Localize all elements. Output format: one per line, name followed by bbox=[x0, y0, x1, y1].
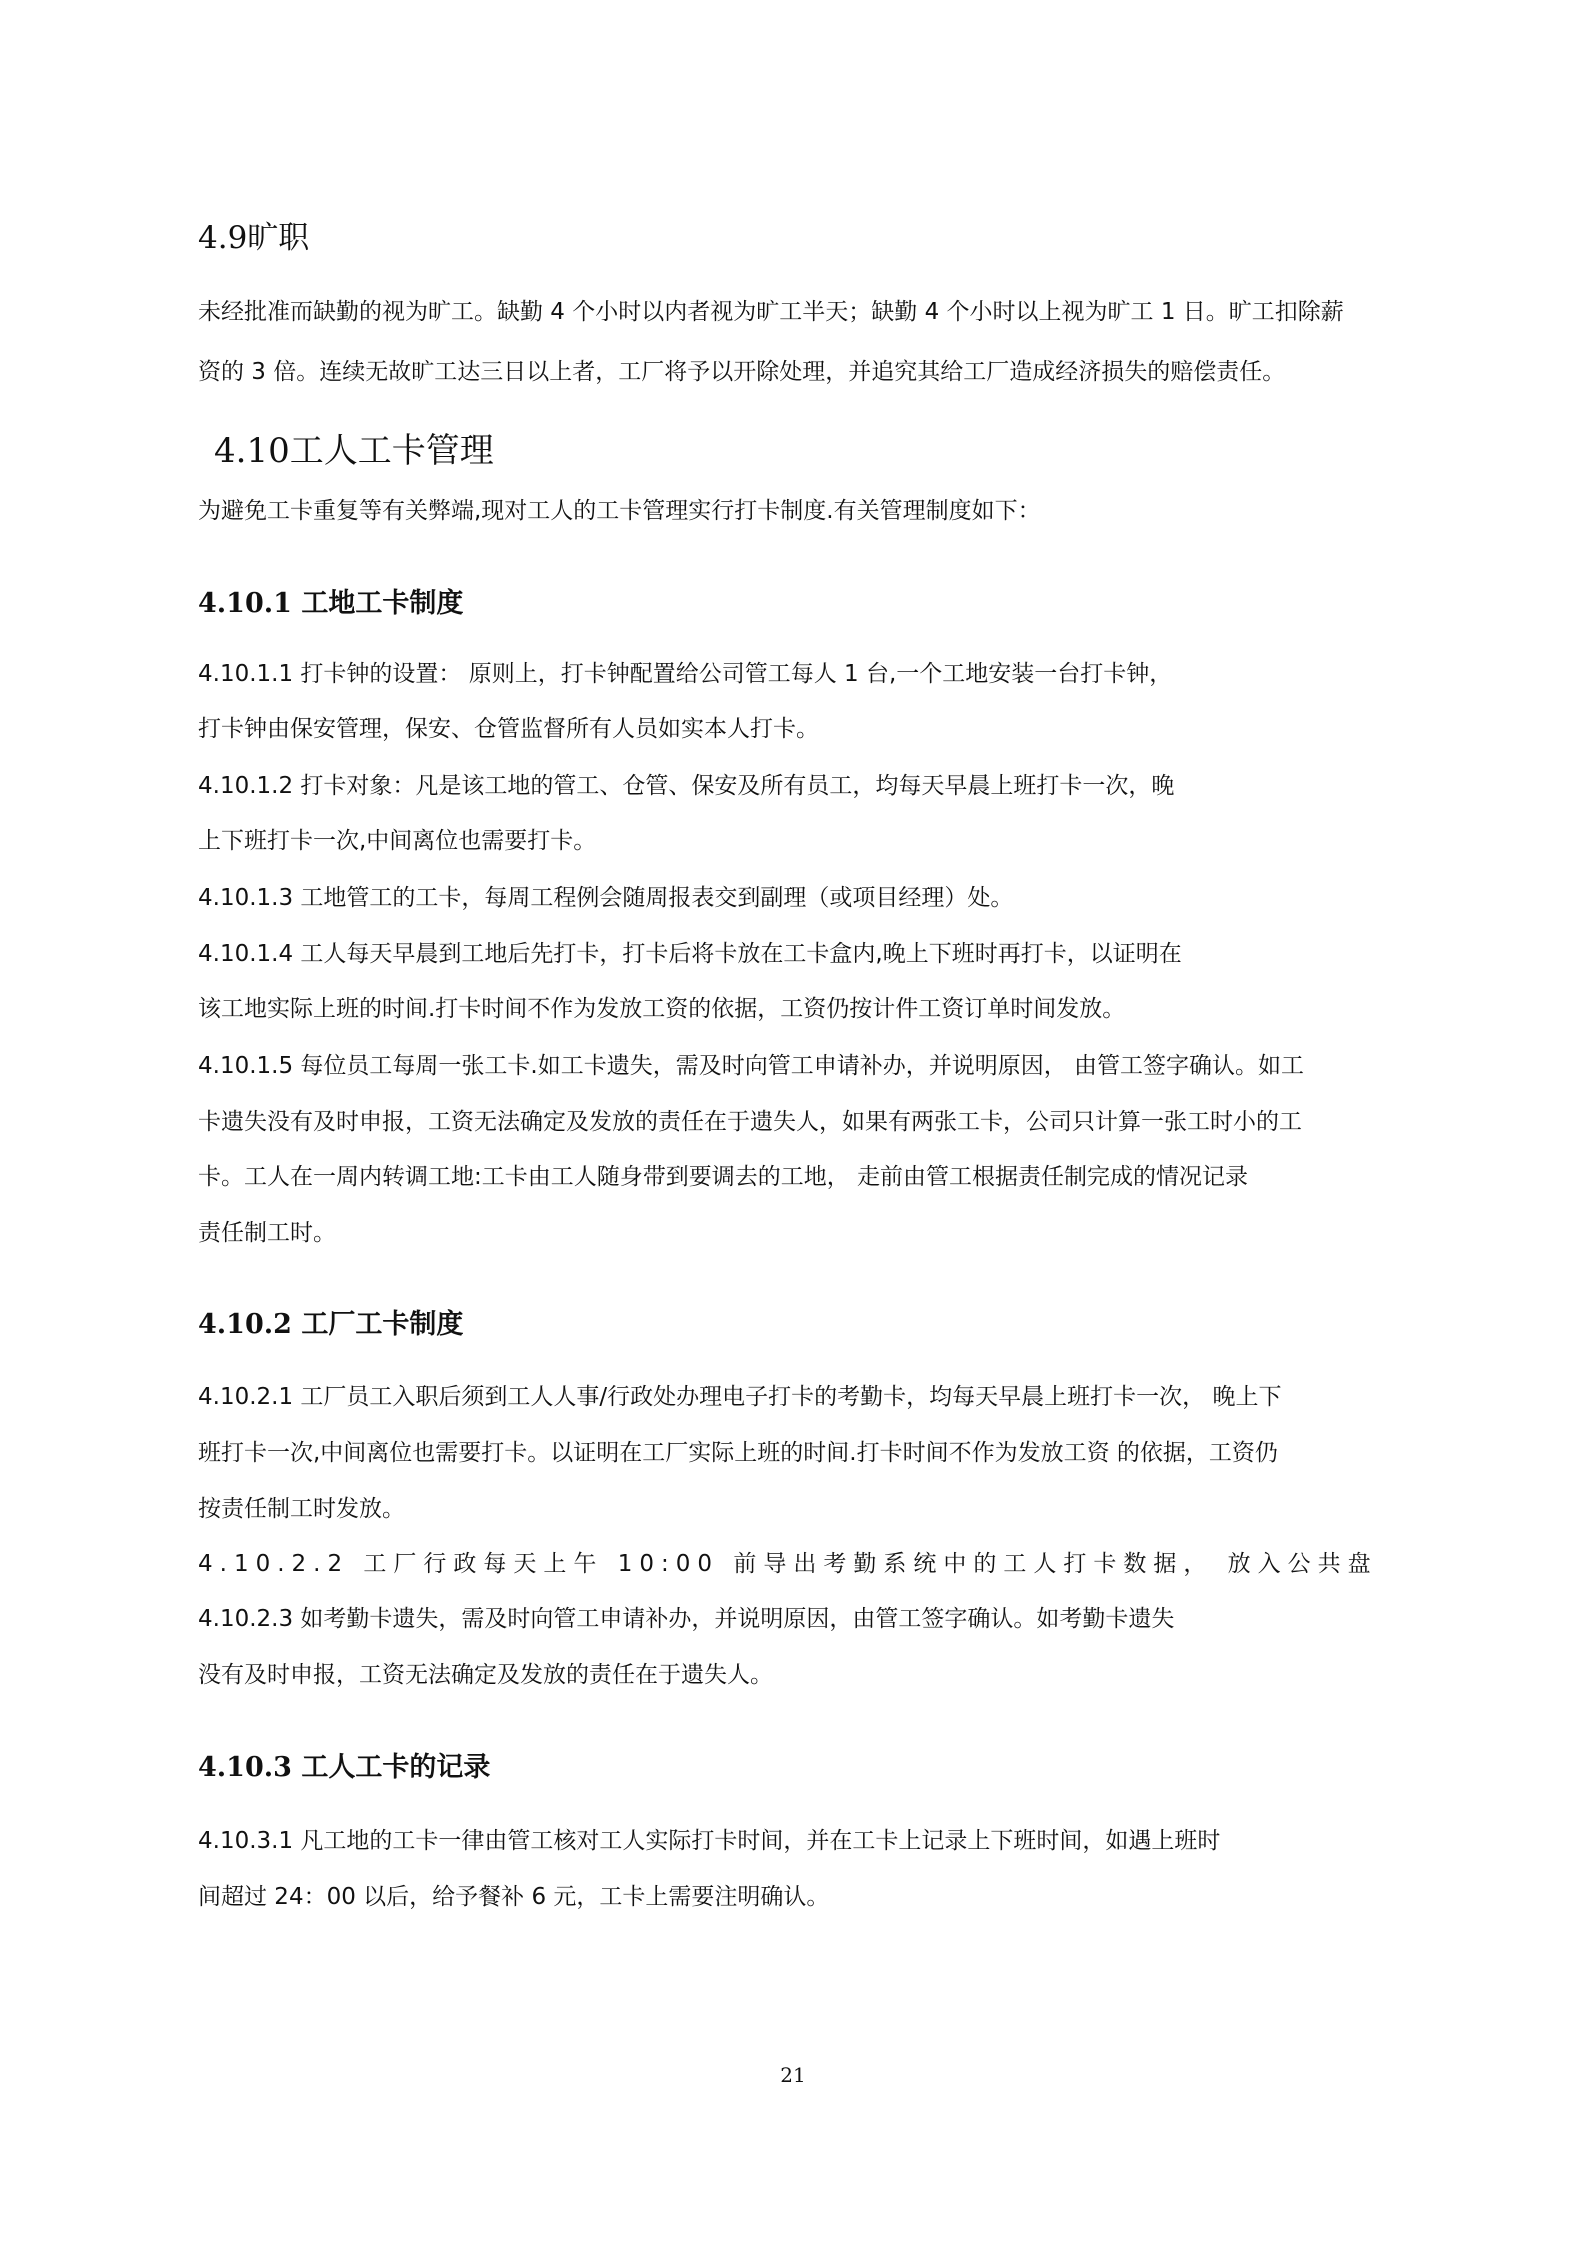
paragraph-line: 该工地实际上班的时间.打卡时间不作为发放工资的依据，工资仍按计件工资订单时间发放。 bbox=[198, 996, 1126, 1022]
paragraph-line: 卡。工人在一周内转调工地:工卡由工人随身带到要调去的工地， 走前由管工根据责任制完成的情况记录 bbox=[198, 1164, 1249, 1190]
paragraph-line: 4.10.3.1 凡工地的工卡一律由管工核对工人实际打卡时间，并在工卡上记录上下班时间，如遇上班时 bbox=[198, 1828, 1221, 1854]
subsection-heading-4-10-3: 4.10.3 工人工卡的记录 bbox=[198, 1752, 491, 1783]
paragraph-line: 资的 3 倍。连续无故旷工达三日以上者，工厂将予以开除处理，并追究其给工厂造成经济损失的赔偿责任。 bbox=[198, 359, 1286, 385]
paragraph-line: 4.10.1.3 工地管工的工卡，每周工程例会随周报表交到副理（或项目经理）处。 bbox=[198, 885, 1014, 911]
subsection-heading-4-10-1: 4.10.1 工地工卡制度 bbox=[198, 588, 464, 619]
paragraph-line: 按责任制工时发放。 bbox=[198, 1496, 405, 1522]
subsection-heading-4-10-2: 4.10.2 工厂工卡制度 bbox=[198, 1309, 464, 1340]
paragraph-line: 4.10.1.4 工人每天早晨到工地后先打卡，打卡后将卡放在工卡盒内,晚上下班时再打卡，以证明在 bbox=[198, 941, 1182, 967]
paragraph-line: 责任制工时。 bbox=[198, 1220, 336, 1246]
paragraph-line: 4.10.2.2 工厂行政每天上午 10:00 前导出考勤系统中的工人打卡数据， 放入公共盘 bbox=[198, 1551, 1378, 1577]
paragraph-line: 4.10.2.3 如考勤卡遗失，需及时向管工申请补办，并说明原因，由管工签字确认。如考勤卡遗失 bbox=[198, 1606, 1175, 1632]
paragraph-line: 4.10.1.1 打卡钟的设置： 原则上，打卡钟配置给公司管工每人 1 台,一个工地安装一台打卡钟， bbox=[198, 661, 1173, 687]
section-heading-4-10: 4.10工人工卡管理 bbox=[214, 431, 494, 471]
paragraph-line: 4.10.1.2 打卡对象：凡是该工地的管工、仓管、保安及所有员工，均每天早晨上班打卡一次，晚 bbox=[198, 773, 1175, 799]
paragraph-line: 间超过 24：00 以后，给予餐补 6 元，工卡上需要注明确认。 bbox=[198, 1884, 830, 1910]
paragraph-line: 班打卡一次,中间离位也需要打卡。以证明在工厂实际上班的时间.打卡时间不作为发放工资 的依据，工资仍 bbox=[198, 1440, 1278, 1466]
page-number: 21 bbox=[780, 2063, 806, 2087]
paragraph-line: 4.10.2.1 工厂员工入职后须到工人人事/行政处办理电子打卡的考勤卡，均每天早晨上班打卡一次， 晚上下 bbox=[198, 1384, 1282, 1410]
section-intro: 为避免工卡重复等有关弊端,现对工人的工卡管理实行打卡制度.有关管理制度如下： bbox=[198, 498, 1041, 524]
paragraph-line: 没有及时申报，工资无法确定及发放的责任在于遗失人。 bbox=[198, 1662, 773, 1688]
paragraph-line: 卡遗失没有及时申报，工资无法确定及发放的责任在于遗失人，如果有两张工卡，公司只计算一张工时小的工 bbox=[198, 1109, 1302, 1135]
paragraph-line: 未经批准而缺勤的视为旷工。缺勤 4 个小时以内者视为旷工半天；缺勤 4 个小时以上视为旷工 1 日。旷工扣除薪 bbox=[198, 299, 1344, 325]
paragraph-line: 打卡钟由保安管理，保安、仓管监督所有人员如实本人打卡。 bbox=[198, 716, 819, 742]
paragraph-line: 4.10.1.5 每位员工每周一张工卡.如工卡遗失，需及时向管工申请补办，并说明原因， 由管工签字确认。如工 bbox=[198, 1053, 1305, 1079]
paragraph-line: 上下班打卡一次,中间离位也需要打卡。 bbox=[198, 828, 597, 854]
section-heading-4-9: 4.9旷职 bbox=[198, 220, 310, 256]
